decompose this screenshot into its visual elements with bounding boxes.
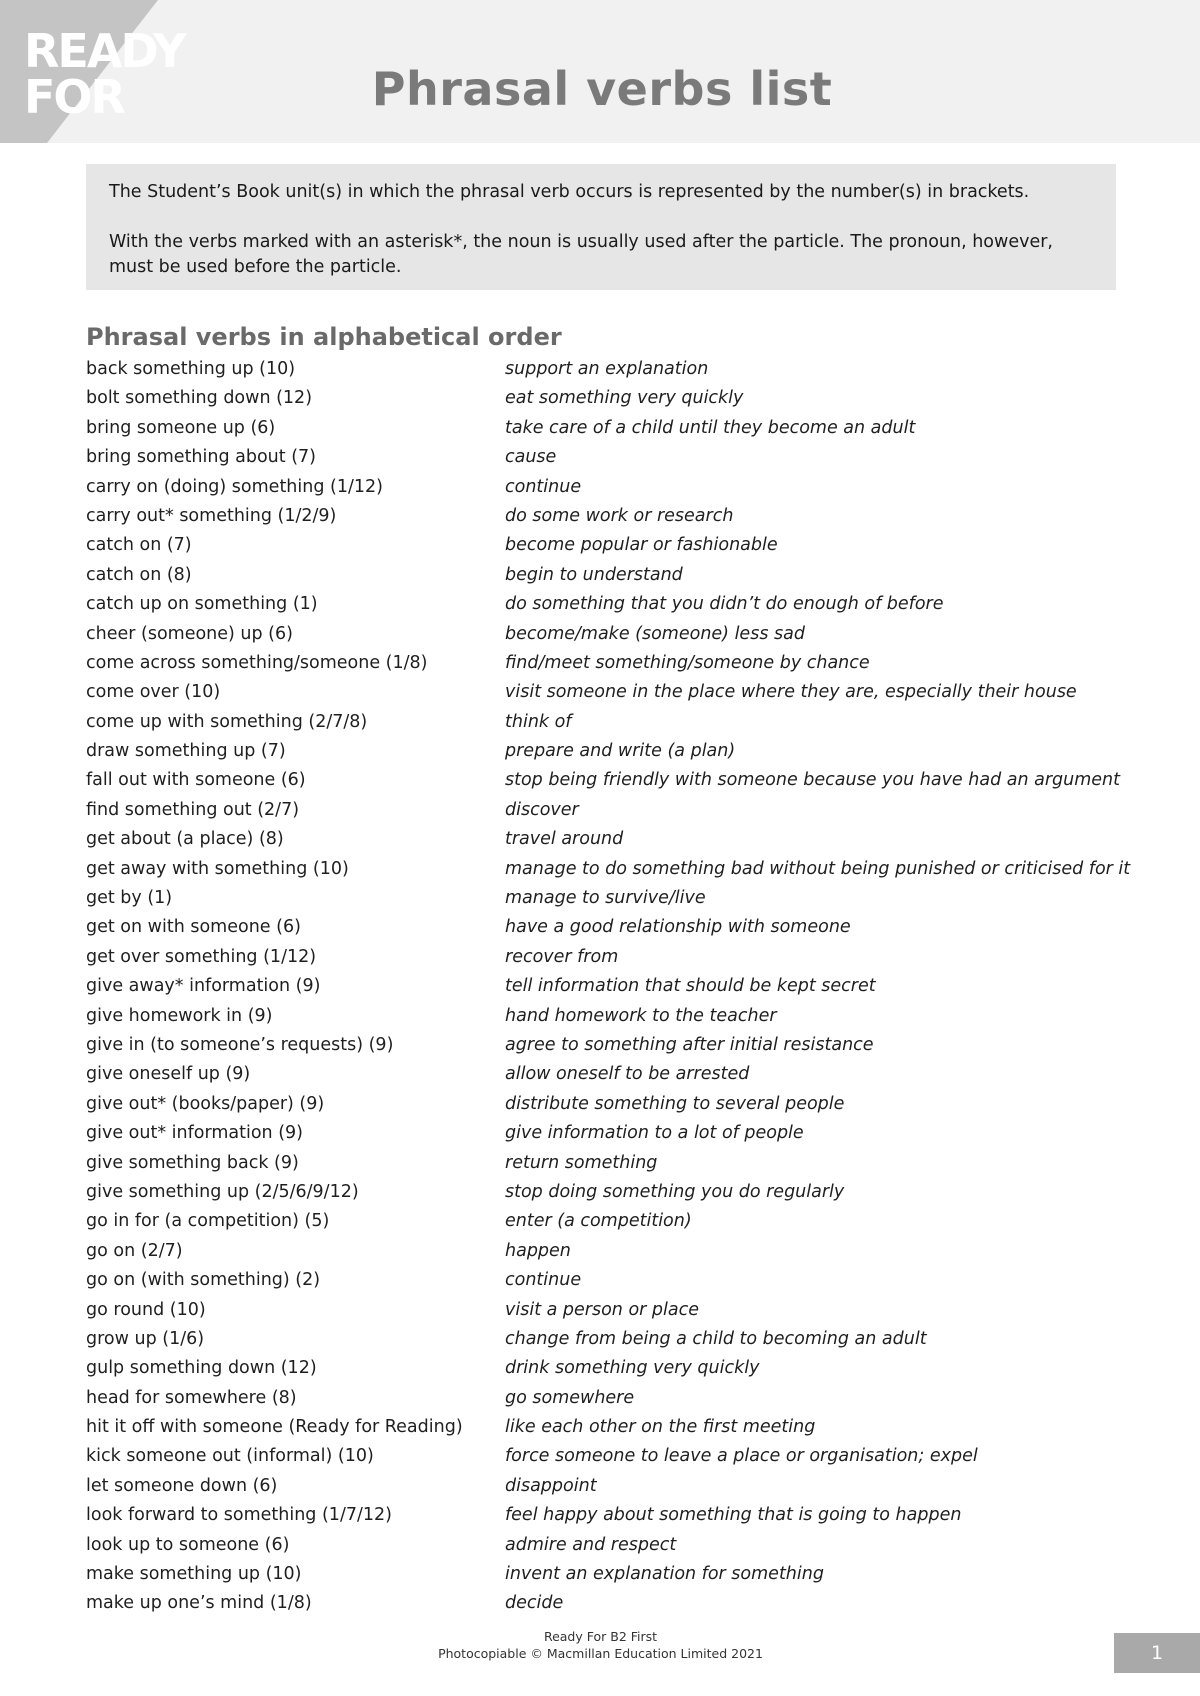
phrasal-verb: look up to someone (6): [86, 1534, 290, 1555]
info-paragraph-units: The Student’s Book unit(s) in which the phrasal verb occurs is represented by the number(s) in brackets.: [109, 182, 1030, 202]
phrasal-verb: catch on (8): [86, 564, 192, 585]
phrasal-verb-definition: disappoint: [505, 1475, 597, 1496]
list-item: [86, 561, 1126, 590]
list-item: [86, 678, 1126, 707]
phrasal-verb: grow up (1/6): [86, 1328, 205, 1349]
phrasal-verb: give homework in (9): [86, 1005, 273, 1026]
list-item: [86, 1296, 1126, 1325]
list-item: [86, 1413, 1126, 1442]
list-item: [86, 1472, 1126, 1501]
phrasal-verb-definition: manage to survive/live: [505, 888, 706, 909]
list-item: [86, 708, 1126, 737]
phrasal-verb-definition: give information to a lot of people: [505, 1123, 804, 1144]
list-item: [86, 355, 1126, 384]
phrasal-verb-definition: begin to understand: [505, 564, 683, 585]
logo-line1: READY: [24, 24, 185, 78]
phrasal-verb: get by (1): [86, 888, 173, 909]
list-item: [86, 1442, 1126, 1471]
phrasal-verb-definition: distribute something to several people: [505, 1093, 845, 1114]
phrasal-verb: give something back (9): [86, 1152, 299, 1173]
phrasal-verb-definition: continue: [505, 476, 582, 497]
phrasal-verb-definition: tell information that should be kept secret: [505, 976, 876, 997]
phrasal-verb-definition: become popular or fashionable: [505, 535, 778, 556]
list-item: [86, 1090, 1126, 1119]
phrasal-verb-definition: happen: [505, 1240, 571, 1261]
phrasal-verb: look forward to something (1/7/12): [86, 1505, 392, 1526]
list-item: [86, 1384, 1126, 1413]
list-item: [86, 1560, 1126, 1589]
phrasal-verb-definition: enter (a competition): [505, 1211, 692, 1232]
phrasal-verb: find something out (2/7): [86, 799, 300, 820]
phrasal-verb: cheer (someone) up (6): [86, 623, 293, 644]
list-item: [86, 1119, 1126, 1148]
section-heading: Phrasal verbs in alphabetical order: [86, 323, 562, 351]
info-box: [86, 164, 1116, 290]
phrasal-verb: go on (2/7): [86, 1240, 183, 1261]
phrasal-verb-definition: drink something very quickly: [505, 1358, 760, 1379]
list-item: [86, 443, 1126, 472]
phrasal-verb-definition: travel around: [505, 829, 624, 850]
phrasal-verb-definition: become/make (someone) less sad: [505, 623, 805, 644]
list-item: [86, 620, 1126, 649]
phrasal-verb: back something up (10): [86, 359, 296, 379]
list-item: [86, 502, 1126, 531]
list-item: [86, 473, 1126, 502]
phrasal-verb: make up one’s mind (1/8): [86, 1593, 312, 1614]
list-item: [86, 796, 1126, 825]
footer-book-title: Ready For B2 First: [543, 1629, 658, 1644]
phrasal-verb: hit it off with someone (Ready for Reading): [86, 1417, 463, 1438]
list-item: [86, 1060, 1126, 1089]
phrasal-verb: give something up (2/5/6/9/12): [86, 1181, 359, 1202]
list-item: [86, 1207, 1126, 1236]
phrasal-verb-definition: cause: [505, 447, 557, 468]
phrasal-verb-definition: force someone to leave a place or organisation; expel: [505, 1446, 978, 1467]
phrasal-verb-definition: think of: [505, 711, 572, 732]
phrasal-verb-definition: admire and respect: [505, 1534, 677, 1555]
phrasal-verb-definition: discover: [505, 799, 579, 820]
phrasal-verb-definition: recover from: [505, 946, 619, 967]
list-item: [86, 414, 1126, 443]
phrasal-verb-definition: find/meet something/someone by chance: [505, 652, 870, 673]
list-item: [86, 737, 1126, 766]
list-item: [86, 384, 1126, 413]
phrasal-verb-list: [86, 355, 1131, 1619]
phrasal-verb: make something up (10): [86, 1564, 302, 1585]
phrasal-verb: go round (10): [86, 1299, 206, 1320]
list-item: [86, 1354, 1126, 1383]
phrasal-verb: give in (to someone’s requests) (9): [86, 1034, 394, 1055]
phrasal-verb-definition: eat something very quickly: [505, 388, 744, 409]
list-item: [86, 1531, 1126, 1560]
phrasal-verb: come over (10): [86, 682, 221, 703]
phrasal-verb: carry on (doing) something (1/12): [86, 476, 383, 497]
list-item: [86, 825, 1126, 854]
phrasal-verb-definition: visit a person or place: [505, 1299, 700, 1320]
phrasal-verb: draw something up (7): [86, 741, 286, 762]
phrasal-verb-definition: return something: [505, 1152, 658, 1173]
phrasal-verb: catch on (7): [86, 535, 192, 556]
list-item: [86, 1002, 1126, 1031]
phrasal-verb-definition: continue: [505, 1270, 582, 1291]
phrasal-verb-definition: stop being friendly with someone because you have had an argument: [505, 770, 1121, 791]
list-item: [86, 884, 1126, 913]
list-item: [86, 1237, 1126, 1266]
phrasal-verb-definition: agree to something after initial resistance: [505, 1034, 874, 1055]
phrasal-verb: come across something/someone (1/8): [86, 652, 428, 673]
phrasal-verb-definition: go somewhere: [505, 1387, 635, 1408]
footer: [0, 1628, 1200, 1662]
phrasal-verb: give oneself up (9): [86, 1064, 251, 1085]
phrasal-verb-definition: take care of a child until they become an adult: [505, 417, 916, 438]
page-title: Phrasal verbs list: [371, 62, 833, 116]
phrasal-verb-definition: invent an explanation for something: [505, 1564, 824, 1585]
phrasal-verb: give out* information (9): [86, 1123, 303, 1144]
phrasal-verb-definition: decide: [505, 1593, 564, 1614]
footer-copyright: Photocopiable © Macmillan Education Limited 2021: [438, 1646, 763, 1661]
phrasal-verb: bring someone up (6): [86, 417, 276, 438]
list-item: [86, 1149, 1126, 1178]
phrasal-verb-definition: have a good relationship with someone: [505, 917, 851, 938]
list-item: [86, 1325, 1126, 1354]
phrasal-verb: come up with something (2/7/8): [86, 711, 368, 732]
phrasal-verb: give out* (books/paper) (9): [86, 1093, 325, 1114]
list-item: [86, 913, 1126, 942]
phrasal-verb: kick someone out (informal) (10): [86, 1446, 374, 1467]
phrasal-verb: get about (a place) (8): [86, 829, 284, 850]
list-item: [86, 531, 1126, 560]
phrasal-verb-definition: change from being a child to becoming an adult: [505, 1328, 927, 1349]
phrasal-verb-definition: support an explanation: [505, 359, 709, 379]
phrasal-verb-definition: visit someone in the place where they are, especially their house: [505, 682, 1077, 703]
phrasal-verb: head for somewhere (8): [86, 1387, 297, 1408]
list-item: [86, 766, 1126, 795]
phrasal-verb-definition: like each other on the first meeting: [505, 1417, 816, 1438]
phrasal-verb: go in for (a competition) (5): [86, 1211, 330, 1232]
info-paragraph-asterisk: With the verbs marked with an asterisk*, the noun is usually used after the particle. The pronoun, however, must be used before the particle.: [109, 232, 1053, 277]
phrasal-verb: fall out with someone (6): [86, 770, 306, 791]
page-number: 1: [1114, 1633, 1200, 1673]
list-item: [86, 855, 1131, 884]
logo-line2: FOR: [24, 70, 124, 124]
list-item: [86, 590, 1126, 619]
phrasal-verb-definition: manage to do something bad without being punished or criticised for it: [505, 858, 1131, 879]
phrasal-verb: get over something (1/12): [86, 946, 317, 967]
phrasal-verb-definition: do some work or research: [505, 505, 734, 526]
phrasal-verb-definition: prepare and write (a plan): [505, 741, 736, 762]
phrasal-verb-definition: allow oneself to be arrested: [505, 1064, 750, 1085]
phrasal-verb: gulp something down (12): [86, 1358, 317, 1379]
phrasal-verb-definition: do something that you didn’t do enough of before: [505, 594, 944, 615]
phrasal-verb: carry out* something (1/2/9): [86, 505, 337, 526]
list-item: [86, 649, 1126, 678]
list-item: [86, 1501, 1126, 1530]
list-item: [86, 1178, 1126, 1207]
phrasal-verb: give away* information (9): [86, 976, 321, 997]
phrasal-verb: bring something about (7): [86, 447, 316, 468]
phrasal-verb: go on (with something) (2): [86, 1270, 321, 1291]
list-item: [86, 972, 1126, 1001]
phrasal-verb-definition: feel happy about something that is going to happen: [505, 1505, 962, 1526]
list-item: [86, 1589, 1126, 1618]
phrasal-verb: get away with something (10): [86, 858, 349, 879]
phrasal-verb: let someone down (6): [86, 1475, 278, 1496]
phrasal-verb: bolt something down (12): [86, 388, 313, 409]
phrasal-verb: catch up on something (1): [86, 594, 318, 615]
list-item: [86, 1031, 1126, 1060]
list-item: [86, 943, 1126, 972]
list-item: [86, 1266, 1126, 1295]
phrasal-verb-definition: stop doing something you do regularly: [505, 1181, 845, 1202]
phrasal-verb-definition: hand homework to the teacher: [505, 1005, 777, 1026]
phrasal-verb: get on with someone (6): [86, 917, 301, 938]
